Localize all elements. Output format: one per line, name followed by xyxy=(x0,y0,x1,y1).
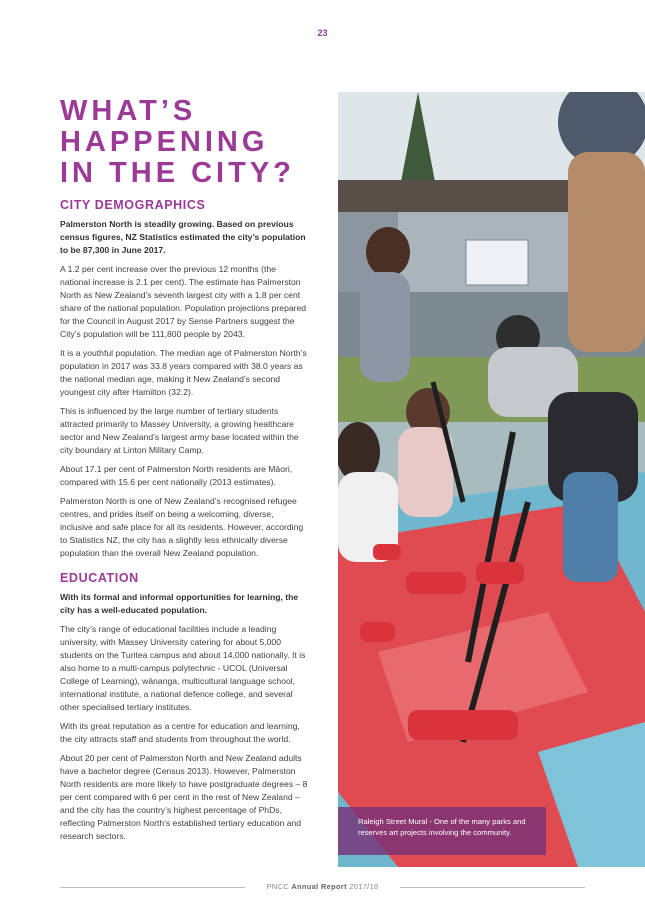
footer-report: Annual Report xyxy=(291,882,347,891)
article-column xyxy=(60,197,308,849)
paragraph: A 1.2 per cent increase over the previous 12 months (the national increase is 2.1 per cent). The estimate has Palmerston North as New Zealand’s seventh largest city with a 1.8 per cent share of the national population. Population projections prepared for the Council in August 2017 by Sense Partners suggest the City’s population will be 111,800 people by 2043. xyxy=(60,264,307,339)
section-heading-education: EDUCATION xyxy=(60,571,139,585)
page-title xyxy=(60,96,295,189)
lead-paragraph: With its formal and informal opportunities for learning, the city has a well-educated population. xyxy=(60,592,299,615)
title-line: IN THE CITY? xyxy=(60,157,295,189)
footer-org: PNCC xyxy=(266,882,289,891)
title-line: HAPPENING xyxy=(60,126,269,158)
paragraph: This is influenced by the large number of tertiary students attracted primarily to Massey University, a growing healthcare sector and New Zealand’s largest army base located within the city boundary at Linton Military Camp. xyxy=(60,406,299,455)
mural-photo xyxy=(338,92,645,867)
page-number: 23 xyxy=(317,28,328,38)
section-heading-demographics: CITY DEMOGRAPHICS xyxy=(60,198,206,212)
paragraph: The city’s range of educational facilities include a leading university, with Massey University catering for about 5,000 students on the Turitea campus and about 14,000 nationally. It is also home to a multi-campus polytechnic - UCOL (Universal College of Learning), wānanga, multicultural language school, international institute, a national defence college, and several other specialised tertiary institutes. xyxy=(60,624,306,712)
paragraph: With its great reputation as a centre for education and learning, the city attracts staff and students from throughout the world. xyxy=(60,721,300,744)
footer xyxy=(245,882,400,891)
footer-rule xyxy=(400,887,585,888)
paragraph: About 17.1 per cent of Palmerston North residents are Māori, compared with 15.6 per cent nationally (2013 estimates). xyxy=(60,464,293,487)
paragraph: It is a youthful population. The median age of Palmerston North’s population in 2017 was 33.8 years compared with 38.0 years as the national median age, making it New Zealand’s second youngest city after Hamilton (32.2). xyxy=(60,348,307,397)
paragraph: Palmerston North is one of New Zealand’s recognised refugee centres, and prides itself on being a welcoming, diverse, inclusive and safe place for all its residents. However, according to Statistics NZ, the city has a slightly less ethnically diverse population than the overall New Zealand population. xyxy=(60,496,304,558)
footer-rule xyxy=(60,887,245,888)
title-line: WHAT’S xyxy=(60,95,197,127)
footer-year: 2017/18 xyxy=(349,882,379,891)
photo-caption: Raleigh Street Mural - One of the many parks and reserves art projects involving the community. xyxy=(358,817,526,837)
paragraph: About 20 per cent of Palmerston North and New Zealand adults have a bachelor degree (Census 2013). However, Palmerston North residents are more likely to have postgraduate degrees – 8 per cent compared with 6 per cent in the rest of New Zealand – and the city has the country’s highest percentage of PhDs, reflecting Palmerston North’s established tertiary education and research sectors. xyxy=(60,753,308,841)
lead-paragraph: Palmerston North is steadily growing. Based on previous census figures, NZ Statistics estimated the city’s population to be 87,300 in June 2017. xyxy=(60,219,306,255)
